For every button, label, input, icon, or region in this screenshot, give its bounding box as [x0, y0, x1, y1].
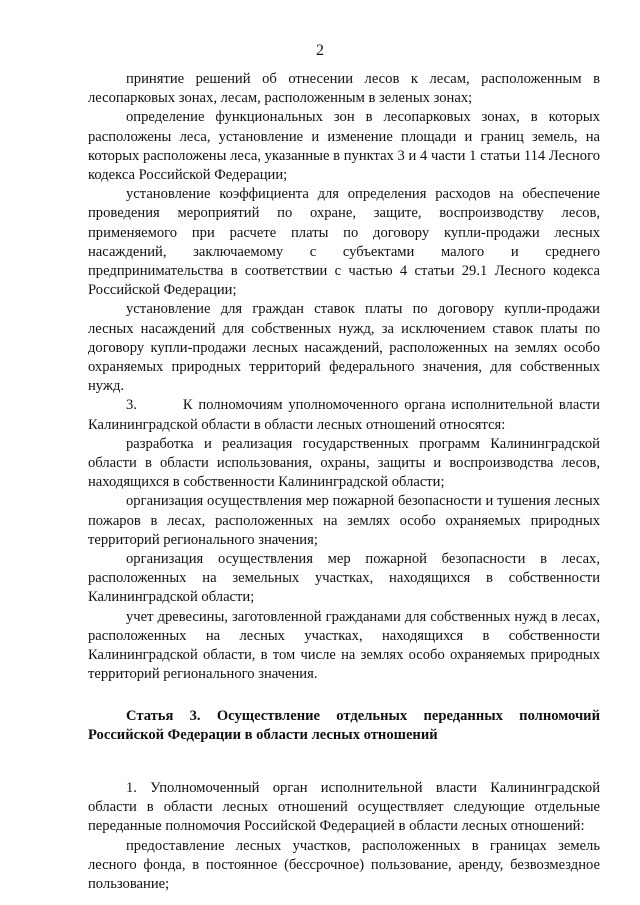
page-number: 2	[316, 42, 324, 59]
paragraph-timber-accounting: учет древесины, заготовленной гражданами для собственных нужд в лесах, расположенных на лесных участках, находящихся в собственности Калининградской области, в том числе на землях особо охраняемых природных территорий регионального значения.	[88, 608, 600, 683]
paragraph-coefficient: установление коэффициента для определения расходов на обеспечение проведения мероприятий по охране, защите, воспроизводству лесов, применяемого при расчете платы по договору купли-продажи лесных насаждений, заключаемому с субъектами малого и среднего предпринимательства в соответствии с частью 4 статьи 29.1 Лесного кодекса Российской Федерации;	[88, 186, 600, 299]
paragraph-article3-item1: 1. Уполномоченный орган исполнительной власти Калининградской области в области лесных отношений осуществляет следующие отдельные переданные полномочия Российской Федерацией в области лесных отношений:	[88, 779, 600, 835]
paragraph-citizen-rates: установление для граждан ставок платы по договору купли-продажи лесных насаждений для собственных нужд, за исключением ставок платы по договору купли-продажи лесных насаждений, расположенных на землях особо охраняемых природных территорий федерального значения, для собственных нужд.	[88, 301, 600, 395]
paragraph-forest-parks: принятие решений об отнесении лесов к лесам, расположенным в лесопарковых зонах, лесам, расположенным в зеленых зонах;	[88, 71, 600, 107]
document-body	[88, 70, 600, 894]
spacer	[88, 745, 600, 779]
paragraph-functional-zones: определение функциональных зон в лесопарковых зонах, в которых расположены леса, установление и изменение площади и границ земель, на которых расположены леса, указанные в пунктах 3 и 4 части 1 статьи 114 Лесного кодекса Российской Федерации;	[88, 109, 600, 184]
paragraph-state-programs: разработка и реализация государственных программ Калининградской области в области использования, охраны, защиты и воспроизводства лесов, находящихся в собственности Калининградской области;	[88, 435, 600, 491]
paragraph-land-plots: предоставление лесных участков, расположенных в границах земель лесного фонда, в постоянное (бессрочное) пользование, аренду, безвозмездное пользование;	[88, 837, 600, 892]
item-3-intro: 3. К полномочиям уполномоченного органа исполнительной власти Калининградской области в области лесных отношений относятся:	[88, 397, 600, 433]
paragraph-fire-safety-protected: организация осуществления мер пожарной безопасности и тушения лесных пожаров в лесах, расположенных на землях особо охраняемых природных территорий регионального значения;	[88, 493, 600, 548]
article-3-heading: Статья 3. Осуществление отдельных переданных полномочий Российской Федерации в области лесных отношений	[88, 707, 600, 743]
paragraph-fire-safety-owned: организация осуществления мер пожарной безопасности в лесах, расположенных на земельных участках, находящихся в собственности Калининградской области;	[88, 551, 600, 606]
